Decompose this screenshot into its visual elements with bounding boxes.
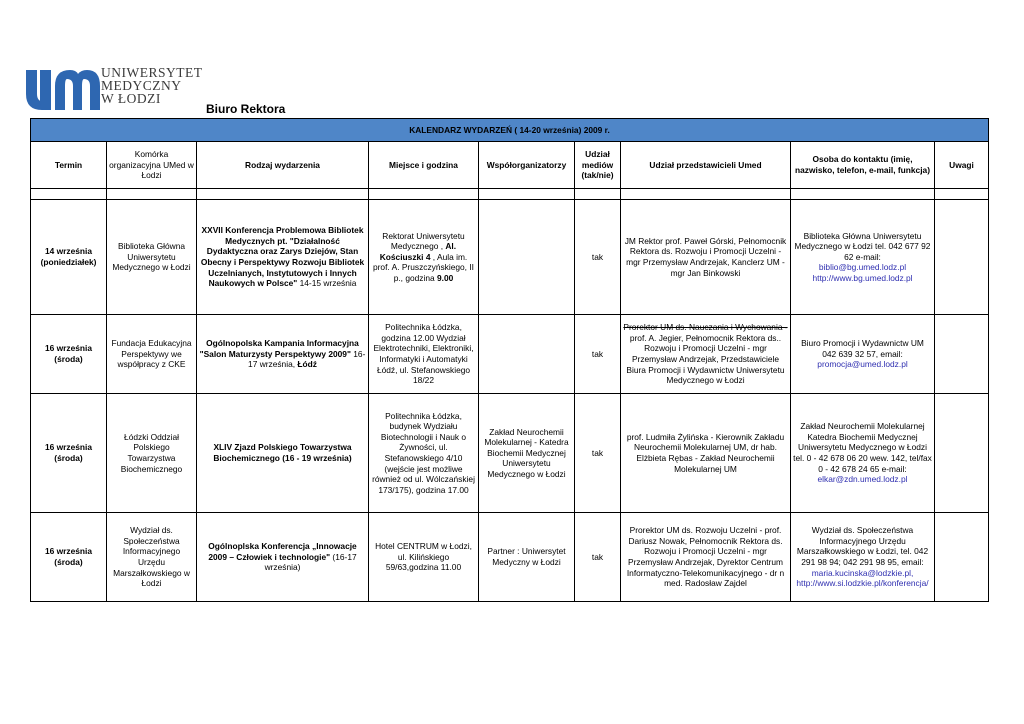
header-kontakt: Osoba do kontaktu (imię, nazwisko, telefon, e-mail, funkcja) — [791, 142, 935, 189]
table-header-row — [31, 142, 989, 189]
event-day: (środa) — [54, 354, 83, 364]
event-date: 14 września — [44, 246, 93, 257]
cell-uwagi — [935, 394, 989, 513]
cell-przedst — [621, 315, 791, 394]
spacer-row — [31, 189, 989, 200]
table-row — [31, 513, 989, 602]
venue-text: Rektorat Uniwersytetu Medycznego , — [382, 230, 465, 252]
cell-termin — [31, 315, 107, 394]
logo-line-2: MEDYCZNY — [101, 78, 182, 93]
venue-time: 9.00 — [437, 272, 454, 283]
cell-rodzaj — [197, 200, 369, 315]
event-dates: 14-15 września — [297, 278, 357, 289]
header-rodzaj: Rodzaj wydarzenia — [197, 142, 369, 189]
contact-text: Biuro Promocji i Wydawnictw UM 042 639 32 57, email: — [801, 338, 924, 359]
cell-kontakt — [791, 315, 935, 394]
cell-kontakt — [791, 513, 935, 602]
event-city: Łódź — [297, 359, 317, 370]
table-title-row — [31, 119, 989, 142]
cell-miejsce: Politechnika Łódzka, godzina 12.00 Wydział Elektrotechniki, Elektroniki, Informatyki i Automatyki Łódź, ul. Stefanowskiego 18/22 — [369, 315, 479, 394]
cell-termin — [31, 200, 107, 315]
contact-website-link[interactable]: http://www.bg.umed.lodz.pl — [812, 272, 913, 283]
table-row — [31, 315, 989, 394]
cell-kontakt — [791, 394, 935, 513]
cell-komorka: Łódzki Oddział Polskiego Towarzystwa Biochemicznego — [107, 394, 197, 513]
cell-komorka: Fundacja Edukacyjna Perspektywy we współpracy z CKE — [107, 315, 197, 394]
contact-email-link[interactable]: biblio@bg.umed.lodz.pl — [818, 262, 907, 273]
event-name: XLIV Zjazd Polskiego Towarzystwa Biochemicznego (16 - 19 września) — [213, 442, 352, 463]
contact-email-link[interactable]: maria.kucinska@lodzkie.pl, — [811, 567, 914, 578]
event-date: 16 września — [44, 442, 93, 453]
office-title: Biuro Rektora — [206, 102, 286, 116]
header-miejsce: Miejsce i godzina — [369, 142, 479, 189]
cell-kontakt — [791, 200, 935, 315]
cell-komorka: Wydział ds. Społeczeństwa Informacyjnego Urzędu Marszałkowskiego w Łodzi — [107, 513, 197, 602]
table-title: KALENDARZ WYDARZEŃ ( 14-20 września) 2009 r. — [31, 119, 989, 142]
contact-email-link[interactable]: promocja@umed.lodz.pl — [817, 359, 908, 370]
event-name: Ogólnopolska Kampania Informacyjna "Salon Maturzysty Perspektywy 2009" — [199, 338, 359, 359]
cell-uwagi — [935, 200, 989, 315]
event-day: (środa) — [54, 453, 83, 463]
contact-email-link[interactable]: elkar@zdn.umed.lodz.pl — [817, 474, 908, 485]
event-day: (środa) — [54, 557, 83, 567]
header-termin: Termin — [31, 142, 107, 189]
logo-wordmark — [101, 66, 202, 105]
event-name: Ogólnoplska Konferencja „Innowacje 2009 – Człowiek i technologie" — [208, 541, 357, 562]
event-name: XXVII Konferencja Problemowa Bibliotek Medycznych pt. "Działalność Dydaktyczna oraz Zarys Dziejów, Stan Obecny i Perspektywy Rozwoju Bibliotek Uczelnianych, Instytutowych i Innych Naukowych w Polsce" — [200, 225, 365, 289]
cell-udzial: tak — [575, 394, 621, 513]
header-przedst: Udział przedstawicieli Umed — [621, 142, 791, 189]
cell-rodzaj — [197, 315, 369, 394]
event-date: 16 września — [44, 343, 93, 354]
header-uwagi: Uwagi — [935, 142, 989, 189]
events-calendar-table — [30, 118, 989, 602]
table-row — [31, 200, 989, 315]
cell-miejsce: Hotel CENTRUM w Łodzi, ul. Kilińskiego 59/63,godzina 11.00 — [369, 513, 479, 602]
cell-udzial: tak — [575, 315, 621, 394]
venue-address: Al. Kościuszki 4 — [379, 241, 457, 262]
cell-udzial: tak — [575, 200, 621, 315]
contact-text: Biblioteka Główna Uniwersytetu Medycznego w Łodzi tel. 042 677 92 62 e-mail: — [794, 230, 931, 262]
cell-wspol: Zakład Neurochemii Molekularnej - Katedra Biochemii Medycznej Uniwersytetu Medycznego w Łodzi — [479, 394, 575, 513]
cell-rodzaj — [197, 513, 369, 602]
table-row — [31, 394, 989, 513]
cell-uwagi — [935, 315, 989, 394]
event-day: (poniedziałek) — [40, 257, 97, 267]
logo-line-1: UNIWERSYTET — [101, 65, 203, 80]
cell-termin — [31, 513, 107, 602]
cell-wspol — [479, 315, 575, 394]
event-dates: 16-17 września, — [248, 348, 366, 370]
contact-text: Wydział ds. Społeczeństwa Informacyjnego Urzędu Marszałkowskiego w Łodzi, tel. 042 291 98 94; 042 291 98 95, email: — [796, 525, 929, 567]
header-wspol: Współorganizatorzy — [479, 142, 575, 189]
cell-komorka: Biblioteka Główna Uniwersytetu Medycznego w Łodzi — [107, 200, 197, 315]
cell-miejsce: Politechnika Łódzka, budynek Wydziału Biotechnologii i Nauk o Żywności, ul. Stefanowskiego 4/10 (wejście jest możliwe również od ul. Wólczańskiej 173/175), godzina 17.00 — [369, 394, 479, 513]
event-date: 16 września — [44, 546, 93, 557]
venue-text-2: , Aula im. prof. A. Pruszczyńskiego, II p., godzina — [372, 251, 474, 283]
cell-wspol — [479, 200, 575, 315]
cell-miejsce — [369, 200, 479, 315]
logo-line-3: W ŁODZI — [101, 91, 161, 106]
contact-website-link[interactable]: http://www.si.lodzkie.pl/konferencja/ — [796, 578, 929, 589]
cell-termin — [31, 394, 107, 513]
representatives: prof. A. Jegier, Pełnomocnik Rektora ds.. Rozwoju i Promocji Uczelni - mgr Przemysław Andrzejak, Przedstawiciele Biura Promocji i Wydawnictw Uniwersytetu Medycznego w Łodzi — [626, 332, 785, 386]
cell-przedst: prof. Ludmiła Żylińska - Kierownik Zakładu Neurochemii Molekularnej UM, dr hab. Elżbieta Rębas - Zakład Neurochemii Molekularnej UM — [621, 394, 791, 513]
contact-text: Zakład Neurochemii Molekularnej Katedra Biochemii Medycznej Uniwersytetu Medycznego w Łodzi tel. 0 - 42 678 06 20 wew. 142, tel/fax 0 - 42 678 24 65 e-mail: — [793, 421, 932, 474]
cell-udzial: tak — [575, 513, 621, 602]
struck-representative: Prorektor UM ds. Nauczania i Wychowania - — [623, 322, 788, 333]
cell-rodzaj — [197, 394, 369, 513]
cell-przedst: Prorektor UM ds. Rozwoju Uczelni - prof. Dariusz Nowak, Pełnomocnik Rektora ds. Rozwoju i Promocji Uczelni - mgr Przemysław Andrzejak, Dyrektor Centrum Informatyczno-Telekomunikacyjnego - dr n med. Radosław Zajdel — [621, 513, 791, 602]
header-udzial: Udział mediów (tak/nie) — [575, 142, 621, 189]
cell-uwagi — [935, 513, 989, 602]
header-komorka: Komórka organizacyjna UMed w Łodzi — [107, 142, 197, 189]
cell-wspol: Partner : Uniwersytet Medyczny w Łodzi — [479, 513, 575, 602]
cell-przedst: JM Rektor prof. Paweł Górski, Pełnomocnik Rektora ds. Rozwoju i Promocji Uczelni - mgr Przemysław Andrzejak, Kanclerz UM - mgr Jan Binkowski — [621, 200, 791, 315]
event-dates: (16-17 września) — [264, 551, 357, 573]
